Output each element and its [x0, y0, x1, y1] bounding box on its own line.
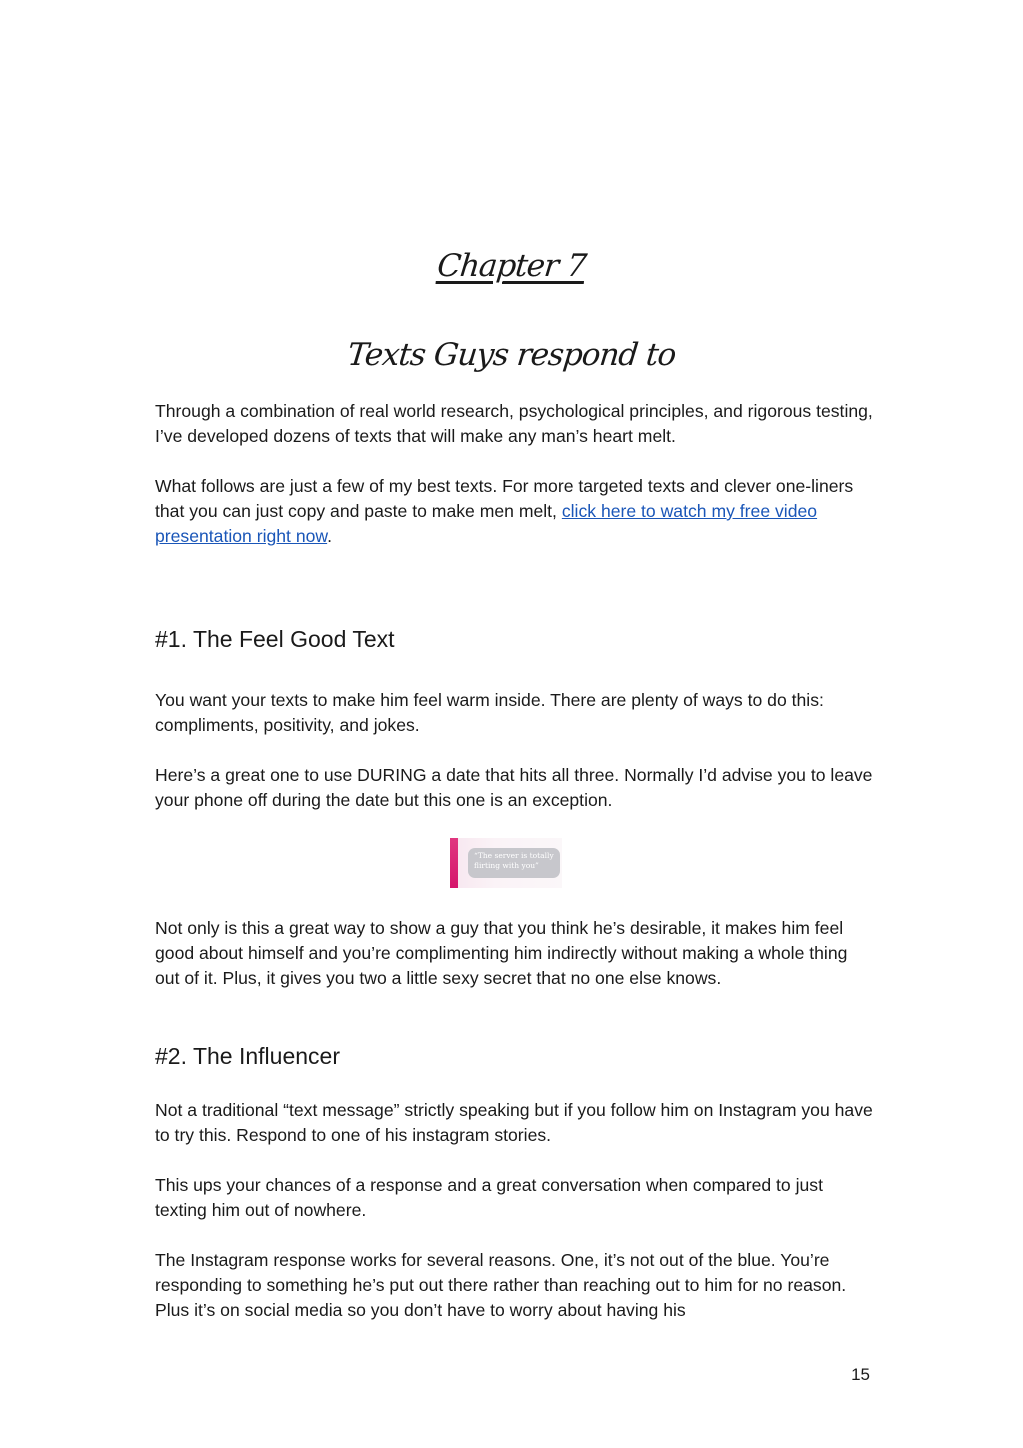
screenshot-pink-stripe — [450, 838, 458, 888]
intro-paragraph-1: Through a combination of real world research, psychological principles, and rigorous testing, I’ve developed dozens of texts that will make any man’s heart melt. — [155, 401, 873, 446]
section-1-heading: #1. The Feel Good Text — [155, 626, 395, 652]
section-2-paragraph-3: The Instagram response works for several reasons. One, it’s not out of the blue. You’re responding to something he’s put out there rather than reaching out to him for no reason. Plus it’s on social media so you don’t have to worry about having his — [155, 1250, 847, 1320]
text-message-screenshot — [450, 838, 562, 888]
section-2-paragraph-1: Not a traditional “text message” strictly speaking but if you follow him on Instagram you have to try this. Respond to one of his instagram stories. — [155, 1100, 873, 1145]
text-message-bubble: “The server is totally flirting with you” — [468, 848, 560, 878]
section-1-paragraph-1: You want your texts to make him feel warm inside. There are plenty of ways to do this: compliments, positivity, and jokes. — [155, 690, 824, 735]
video-presentation-link[interactable]: click here to watch my free video presentation right now — [155, 501, 818, 546]
section-1-paragraph-2: Here’s a great one to use DURING a date that hits all three. Normally I’d advise you to leave your phone off during the date but this one is an exception. — [155, 765, 873, 810]
intro-paragraph-2-end: . — [327, 526, 333, 546]
section-2-heading: #2. The Influencer — [155, 1043, 340, 1069]
intro-paragraph-2-text: What follows are just a few of my best texts. For more targeted texts and clever one-liners that you can just copy and paste to make men melt, — [155, 476, 854, 521]
page-number: 15 — [851, 1365, 870, 1384]
intro-paragraph-2 — [155, 474, 875, 549]
section-1-paragraph-3: Not only is this a great way to show a guy that you think he’s desirable, it makes him feel good about himself and you’re complimenting him indirectly without making a whole thing out of it. Plus, it gives you two a little sexy secret that no one else knows. — [155, 918, 848, 988]
chapter-title: Chapter 7 — [435, 248, 588, 284]
chapter-subtitle: Texts Guys respond to — [345, 337, 678, 373]
section-2-paragraph-2: This ups your chances of a response and a great conversation when compared to just texting him out of nowhere. — [155, 1175, 823, 1220]
